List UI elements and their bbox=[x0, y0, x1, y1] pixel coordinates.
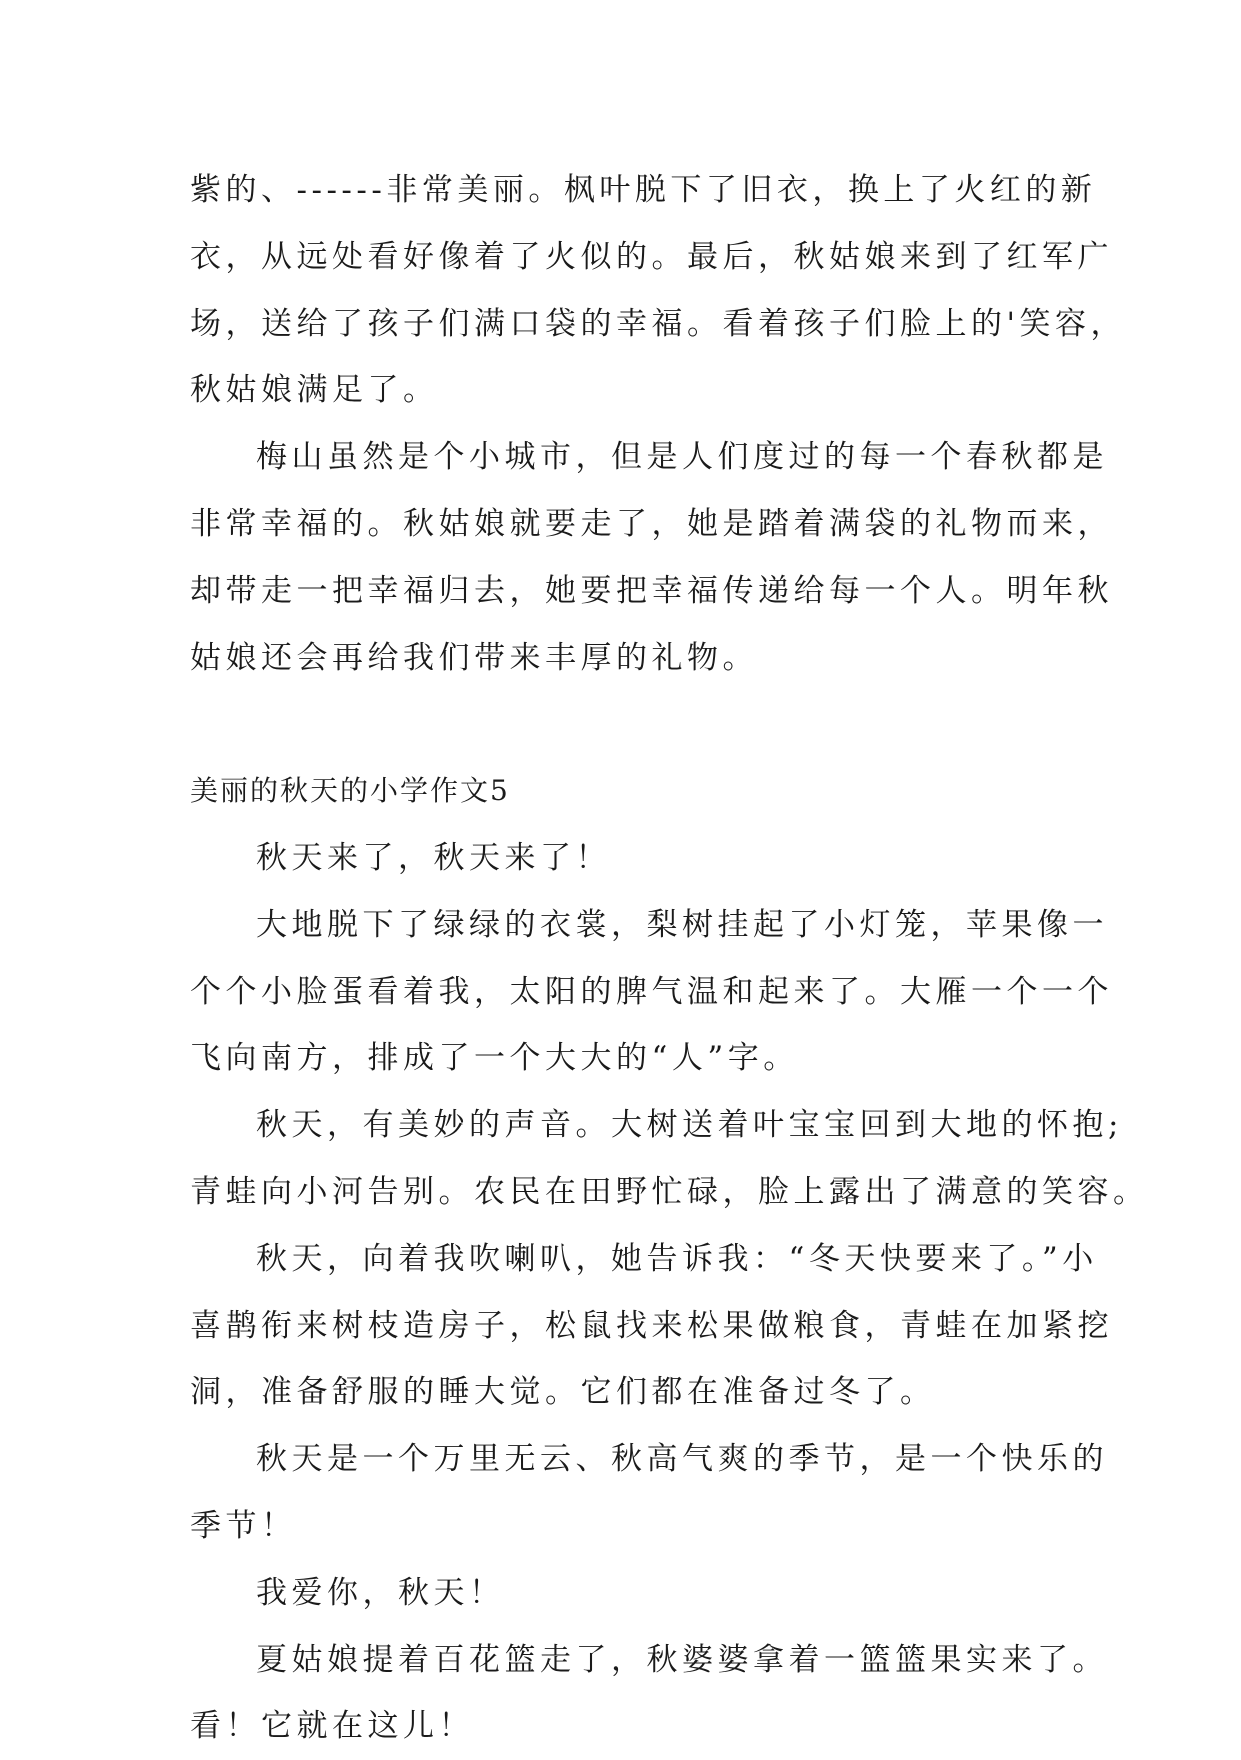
paragraph bbox=[190, 424, 1113, 691]
paragraph bbox=[190, 1092, 1149, 1226]
text-line: 夏姑娘提着百花篮走了，秋婆婆拿着一篮篮果实来了。 bbox=[256, 1641, 1108, 1678]
document-body bbox=[190, 157, 1149, 1760]
paragraph bbox=[190, 1426, 1108, 1560]
text-line: 季节！ bbox=[190, 1507, 297, 1544]
text-line: 个个小脸蛋看着我，太阳的脾气温和起来了。大雁一个一个 bbox=[190, 973, 1113, 1010]
text-line: 秋天，有美妙的声音。大树送着叶宝宝回到大地的怀抱; bbox=[256, 1107, 1123, 1144]
text-line: 紫的、------非常美丽。枫叶脱下了旧衣，换上了火红的新 bbox=[190, 172, 1097, 208]
text-line: 看！它就在这儿！ bbox=[190, 1708, 474, 1745]
text-line: 洞，准备舒服的睡大觉。它们都在准备过冬了。 bbox=[190, 1374, 936, 1411]
text-line: 秋姑娘满足了。 bbox=[190, 372, 439, 409]
paragraph bbox=[190, 1560, 1090, 1627]
text-line: 大地脱下了绿绿的衣裳，梨树挂起了小灯笼，苹果像一 bbox=[256, 906, 1108, 943]
text-line: 梅山虽然是个小城市，但是人们度过的每一个春秋都是 bbox=[256, 439, 1108, 476]
paragraph bbox=[190, 1226, 1113, 1426]
section-heading: 美丽的秋天的小学作文5 bbox=[190, 774, 510, 808]
text-line: 衣，从远处看好像着了火似的。最后，秋姑娘来到了红军广 bbox=[190, 238, 1113, 275]
text-line: 我爱你，秋天！ bbox=[256, 1574, 505, 1611]
text-line: 却带走一把幸福归去，她要把幸福传递给每一个人。明年秋 bbox=[190, 572, 1113, 609]
paragraph-continued bbox=[190, 157, 1127, 424]
text-line: 飞向南方，排成了一个大大的“人”字。 bbox=[190, 1040, 799, 1077]
paragraph bbox=[190, 1627, 1108, 1760]
paragraph bbox=[190, 825, 1090, 892]
section-spacer bbox=[190, 691, 1090, 758]
text-line: 喜鹊衔来树枝造房子，松鼠找来松果做粮食，青蛙在加紧挖 bbox=[190, 1307, 1113, 1344]
text-line: 青蛙向小河告别。农民在田野忙碌，脸上露出了满意的笑容。 bbox=[190, 1173, 1149, 1210]
text-line: 秋天，向着我吹喇叭，她告诉我：“冬天快要来了。”小 bbox=[256, 1240, 1098, 1277]
text-line: 非常幸福的。秋姑娘就要走了，她是踏着满袋的礼物而来， bbox=[190, 505, 1113, 542]
paragraph bbox=[190, 892, 1113, 1092]
text-line: 场，送给了孩子们满口袋的幸福。看着孩子们脸上的'笑容， bbox=[190, 305, 1127, 342]
text-line: 姑娘还会再给我们带来丰厚的礼物。 bbox=[190, 639, 758, 676]
text-line: 秋天来了，秋天来了！ bbox=[256, 839, 611, 876]
text-line: 秋天是一个万里无云、秋高气爽的季节，是一个快乐的 bbox=[256, 1441, 1108, 1478]
